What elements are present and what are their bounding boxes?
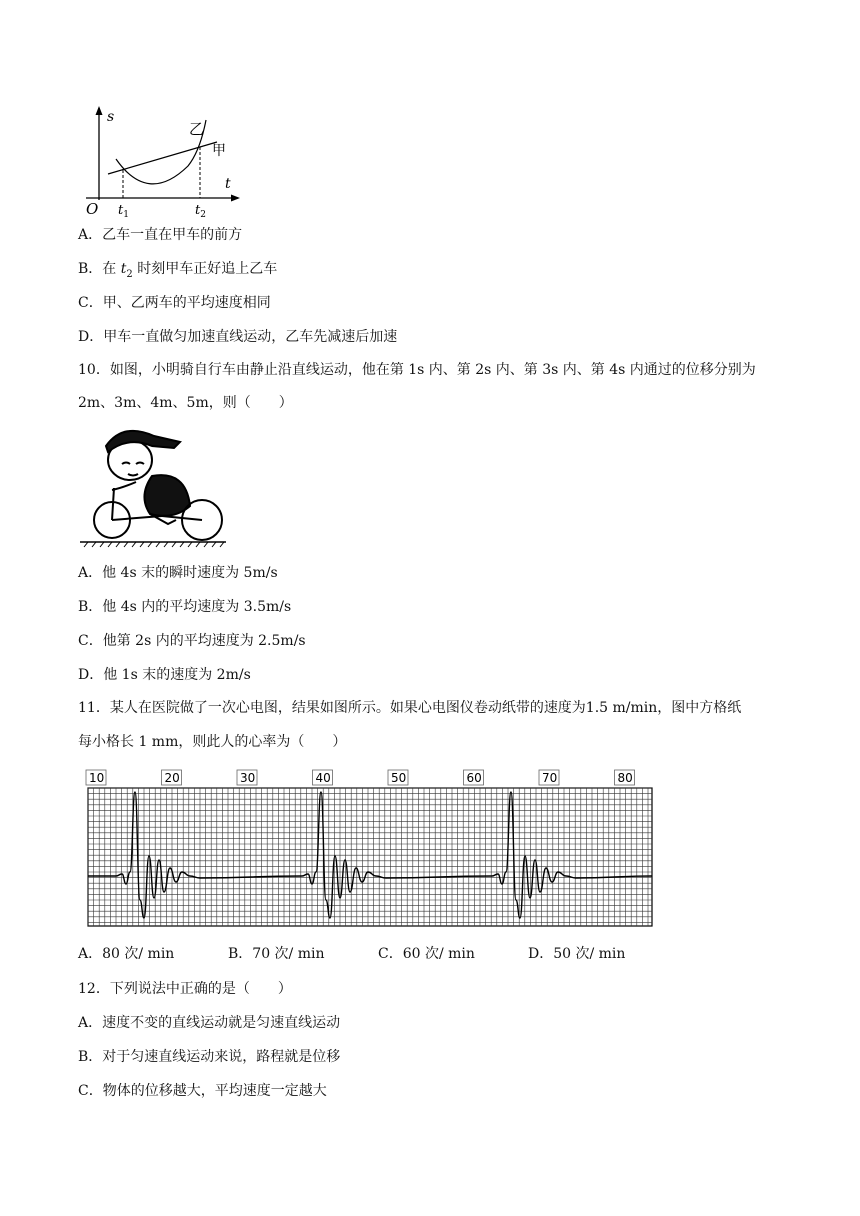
q9-option-c: C．甲、乙两车的平均速度相同 bbox=[78, 295, 271, 311]
yi-label: 乙 bbox=[189, 120, 205, 138]
q11-option-a: A．80 次/ min bbox=[78, 946, 175, 962]
ecg-scale-label: 50 bbox=[391, 771, 407, 785]
t-axis-arrow bbox=[231, 195, 240, 202]
ecg-scale-label: 70 bbox=[542, 771, 558, 785]
q11-option-c: C．60 次/ min bbox=[378, 946, 475, 962]
q9-option-d: D．甲车一直做匀加速直线运动，乙车先减速后加速 bbox=[78, 329, 398, 345]
ecg-chart bbox=[84, 768, 656, 930]
body bbox=[144, 475, 190, 516]
t1-tick-label: $t_1$ bbox=[118, 203, 129, 220]
q12-option-c: C．物体的位移越大，平均速度一定越大 bbox=[78, 1083, 327, 1099]
q10-stem-line2: 2m、3m、4m、5m，则（ ） bbox=[78, 395, 293, 411]
q10-stem-line1: 10．如图，小明骑自行车由静止沿直线运动，他在第 1s 内、第 2s 内、第 3s 内、第 4s 内通过的位移分别为 bbox=[78, 362, 756, 378]
q12-option-b: B．对于匀速直线运动来说，路程就是位移 bbox=[78, 1049, 341, 1065]
q11-stem-line2: 每小格长 1 mm，则此人的心率为（ ） bbox=[78, 734, 347, 750]
q10-option-c: C．他第 2s 内的平均速度为 2.5m/s bbox=[78, 633, 306, 649]
q9-option-a: A．乙车一直在甲车的前方 bbox=[78, 227, 243, 243]
q11-stem-line1: 11．某人在医院做了一次心电图，结果如图所示。如果心电图仪卷动纸带的速度为1.5 m/min，图中方格纸 bbox=[78, 700, 742, 716]
ecg-scale-label: 60 bbox=[466, 771, 482, 785]
q12-stem: 12．下列说法中正确的是（ ） bbox=[78, 981, 292, 997]
t2-tick-label: $t_2$ bbox=[195, 203, 206, 220]
t-axis-label: t bbox=[225, 176, 231, 192]
ecg-scale-label: 80 bbox=[617, 771, 633, 785]
q11-option-d: D．50 次/ min bbox=[528, 946, 626, 962]
ecg-scale-label: 20 bbox=[164, 771, 180, 785]
cyclist-illustration bbox=[78, 424, 228, 548]
ecg-scale-label: 40 bbox=[315, 771, 331, 785]
ecg-grid bbox=[88, 788, 652, 926]
s-axis-label: s bbox=[107, 109, 115, 125]
q12-option-a: A．速度不变的直线运动就是匀速直线运动 bbox=[78, 1015, 341, 1031]
q11-option-b: B．70 次/ min bbox=[228, 946, 325, 962]
q10-option-a: A．他 4s 末的瞬时速度为 5m/s bbox=[78, 565, 278, 581]
q10-option-d: D．他 1s 末的速度为 2m/s bbox=[78, 667, 251, 683]
origin-label: O bbox=[86, 200, 99, 218]
q10-option-b: B．他 4s 内的平均速度为 3.5m/s bbox=[78, 599, 292, 615]
jia-label: 甲 bbox=[212, 143, 226, 159]
q9-option-b: B．在 $t_2$ 时刻甲车正好追上乙车 bbox=[78, 261, 278, 280]
ecg-scale-label: 10 bbox=[89, 771, 105, 785]
ecg-scale-labels bbox=[86, 770, 635, 785]
ecg-scale-label: 30 bbox=[240, 771, 256, 785]
st-graph bbox=[82, 104, 242, 220]
s-axis-arrow bbox=[96, 106, 103, 115]
